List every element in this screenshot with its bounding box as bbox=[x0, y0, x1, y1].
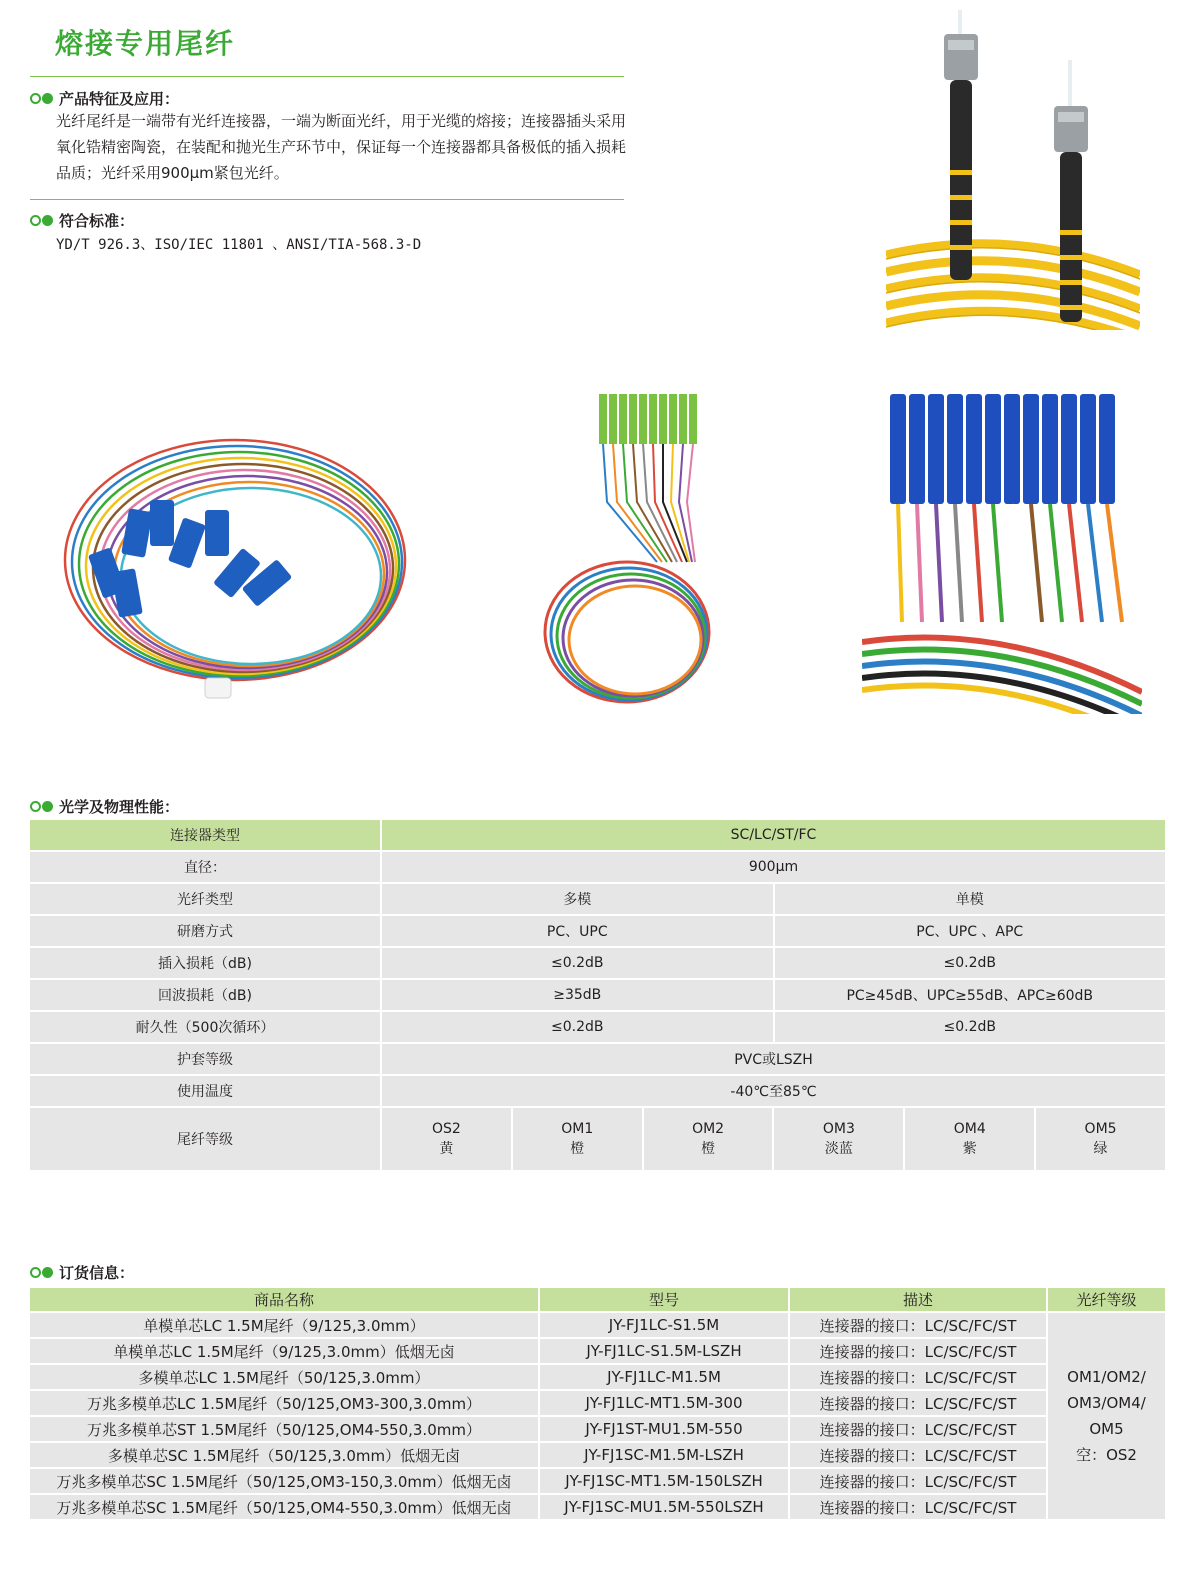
table-row bbox=[30, 1469, 1046, 1493]
order-heading bbox=[30, 1262, 134, 1283]
features-text: 光纤尾纤是一端带有光纤连接器，一端为断面光纤，用于光缆的熔接；连接器插头采用氧化锆精密陶瓷，在装配和抛光生产环节中，保证每一个连接器都具备极低的插入损耗品质；光纤采用900μm紧包光纤。 bbox=[56, 112, 627, 182]
table-row bbox=[30, 820, 1165, 850]
table-row bbox=[30, 1495, 1046, 1519]
product-model: JY-FJ1LC-MT1.5M-300 bbox=[540, 1391, 788, 1415]
table-row bbox=[30, 852, 1165, 882]
column-header-grade: 光纤等级 bbox=[1048, 1288, 1165, 1311]
table-row bbox=[30, 1044, 1165, 1074]
row-value: 900μm bbox=[382, 852, 1165, 882]
order-table bbox=[30, 1288, 1165, 1521]
row-value-singlemode: ≤0.2dB bbox=[775, 1012, 1166, 1042]
product-name: 多模单芯LC 1.5M尾纤（50/125,3.0mm） bbox=[30, 1365, 538, 1389]
grade-cell bbox=[382, 1108, 511, 1170]
product-description: 连接器的接口：LC/SC/FC/ST bbox=[790, 1391, 1046, 1415]
table-row bbox=[30, 1108, 1165, 1170]
grade-line: OM3/OM4/ bbox=[1067, 1394, 1146, 1412]
product-model: JY-FJ1SC-M1.5M-LSZH bbox=[540, 1443, 788, 1467]
product-model: JY-FJ1LC-M1.5M bbox=[540, 1365, 788, 1389]
product-description: 连接器的接口：LC/SC/FC/ST bbox=[790, 1443, 1046, 1467]
row-value-singlemode: PC≥45dB、UPC≥55dB、APC≥60dB bbox=[775, 980, 1166, 1010]
row-value: PVC或LSZH bbox=[382, 1044, 1165, 1074]
row-label: 研磨方式 bbox=[30, 916, 380, 946]
grade-color: 绿 bbox=[1093, 1141, 1108, 1157]
grade-code: OM2 bbox=[692, 1121, 725, 1137]
grade-code: OM5 bbox=[1084, 1121, 1117, 1137]
row-label: 光纤类型 bbox=[30, 884, 380, 914]
features-heading bbox=[30, 88, 179, 109]
grade-color: 黄 bbox=[439, 1141, 454, 1157]
table-row bbox=[30, 884, 1165, 914]
product-description: 连接器的接口：LC/SC/FC/ST bbox=[790, 1417, 1046, 1441]
row-value-singlemode: PC、UPC 、APC bbox=[775, 916, 1166, 946]
row-label: 护套等级 bbox=[30, 1044, 380, 1074]
table-row bbox=[30, 1076, 1165, 1106]
sc-pigtail-bundle-image bbox=[55, 420, 415, 720]
row-value: SC/LC/ST/FC bbox=[382, 820, 1165, 850]
table-row bbox=[30, 1391, 1046, 1415]
features-heading-text: 产品特征及应用： bbox=[59, 90, 180, 108]
grade-cell bbox=[644, 1108, 773, 1170]
product-description: 连接器的接口：LC/SC/FC/ST bbox=[790, 1365, 1046, 1389]
row-value: -40℃至85℃ bbox=[382, 1076, 1165, 1106]
table-row bbox=[30, 948, 1165, 978]
lc-pigtail-image bbox=[537, 392, 715, 717]
bullet-dots-icon bbox=[30, 801, 53, 812]
row-value-singlemode: 单模 bbox=[775, 884, 1166, 914]
row-label: 直径： bbox=[30, 852, 380, 882]
product-description: 连接器的接口：LC/SC/FC/ST bbox=[790, 1495, 1046, 1519]
product-name: 万兆多模单芯ST 1.5M尾纤（50/125,OM4-550,3.0mm） bbox=[30, 1417, 538, 1441]
product-name: 万兆多模单芯SC 1.5M尾纤（50/125,OM3-150,3.0mm）低烟无卤 bbox=[30, 1469, 538, 1493]
table-row bbox=[30, 1365, 1046, 1389]
row-value-multimode: 多模 bbox=[382, 884, 773, 914]
grade-color: 橙 bbox=[570, 1141, 585, 1157]
bullet-dots-icon bbox=[30, 93, 53, 104]
standards-heading bbox=[30, 210, 134, 231]
fiber-grade-merged-cell bbox=[1048, 1313, 1165, 1519]
column-header-name: 商品名称 bbox=[30, 1288, 538, 1311]
row-value-multimode: ≥35dB bbox=[382, 980, 773, 1010]
grade-code: OM4 bbox=[953, 1121, 986, 1137]
row-value-multimode: ≤0.2dB bbox=[382, 1012, 773, 1042]
row-label: 连接器类型 bbox=[30, 820, 380, 850]
grade-code: OM1 bbox=[561, 1121, 594, 1137]
bullet-dots-icon bbox=[30, 1267, 53, 1278]
sc-fanout-image bbox=[862, 392, 1142, 714]
divider bbox=[30, 199, 624, 200]
order-heading-text: 订货信息： bbox=[59, 1264, 135, 1282]
specs-heading bbox=[30, 796, 179, 817]
grade-line: 空：OS2 bbox=[1076, 1446, 1137, 1464]
product-name: 万兆多模单芯SC 1.5M尾纤（50/125,OM4-550,3.0mm）低烟无卤 bbox=[30, 1495, 538, 1519]
product-description: 连接器的接口：LC/SC/FC/ST bbox=[790, 1313, 1046, 1337]
row-value-multimode: PC、UPC bbox=[382, 916, 773, 946]
grade-cell bbox=[513, 1108, 642, 1170]
row-label: 尾纤等级 bbox=[30, 1108, 380, 1170]
row-value-singlemode: ≤0.2dB bbox=[775, 948, 1166, 978]
product-description: 连接器的接口：LC/SC/FC/ST bbox=[790, 1339, 1046, 1363]
standards-heading-text: 符合标准： bbox=[59, 212, 135, 230]
product-model: JY-FJ1LC-S1.5M-LSZH bbox=[540, 1339, 788, 1363]
table-header-row bbox=[30, 1288, 1165, 1311]
table-row bbox=[30, 916, 1165, 946]
product-name: 单模单芯LC 1.5M尾纤（9/125,3.0mm） bbox=[30, 1313, 538, 1337]
page-title: 熔接专用尾纤 bbox=[55, 27, 236, 60]
grade-code: OS2 bbox=[432, 1121, 461, 1137]
table-row bbox=[30, 1313, 1046, 1337]
column-header-model: 型号 bbox=[540, 1288, 788, 1311]
row-label: 回波损耗（dB) bbox=[30, 980, 380, 1010]
row-label: 插入损耗（dB) bbox=[30, 948, 380, 978]
grade-cell bbox=[774, 1108, 903, 1170]
table-row bbox=[30, 1339, 1046, 1363]
product-model: JY-FJ1ST-MU1.5M-550 bbox=[540, 1417, 788, 1441]
grade-line: OM1/OM2/ bbox=[1067, 1368, 1146, 1386]
product-name: 多模单芯SC 1.5M尾纤（50/125,3.0mm）低烟无卤 bbox=[30, 1443, 538, 1467]
grade-color: 橙 bbox=[701, 1141, 716, 1157]
st-pigtail-image bbox=[886, 10, 1140, 330]
column-header-description: 描述 bbox=[790, 1288, 1046, 1311]
specs-table bbox=[30, 820, 1165, 1172]
product-model: JY-FJ1SC-MU1.5M-550LSZH bbox=[540, 1495, 788, 1519]
table-row bbox=[30, 1443, 1046, 1467]
row-label: 耐久性（500次循环） bbox=[30, 1012, 380, 1042]
row-value-multimode: ≤0.2dB bbox=[382, 948, 773, 978]
row-label: 使用温度 bbox=[30, 1076, 380, 1106]
grade-cell bbox=[1036, 1108, 1165, 1170]
product-name: 单模单芯LC 1.5M尾纤（9/125,3.0mm）低烟无卤 bbox=[30, 1339, 538, 1363]
table-row bbox=[30, 980, 1165, 1010]
bullet-dots-icon bbox=[30, 215, 53, 226]
specs-heading-text: 光学及物理性能： bbox=[59, 798, 180, 816]
product-description: 连接器的接口：LC/SC/FC/ST bbox=[790, 1469, 1046, 1493]
grade-line: OM5 bbox=[1089, 1420, 1124, 1438]
grade-cell bbox=[905, 1108, 1034, 1170]
grade-color: 淡蓝 bbox=[824, 1141, 853, 1157]
divider bbox=[30, 76, 624, 77]
standards-text: YD/T 926.3、ISO/IEC 11801 、ANSI/TIA-568.3-D bbox=[56, 237, 422, 253]
table-row bbox=[30, 1012, 1165, 1042]
grade-color: 紫 bbox=[962, 1141, 977, 1157]
grade-code: OM3 bbox=[822, 1121, 855, 1137]
product-model: JY-FJ1LC-S1.5M bbox=[540, 1313, 788, 1337]
product-model: JY-FJ1SC-MT1.5M-150LSZH bbox=[540, 1469, 788, 1493]
table-row bbox=[30, 1417, 1046, 1441]
product-name: 万兆多模单芯LC 1.5M尾纤（50/125,OM3-300,3.0mm） bbox=[30, 1391, 538, 1415]
